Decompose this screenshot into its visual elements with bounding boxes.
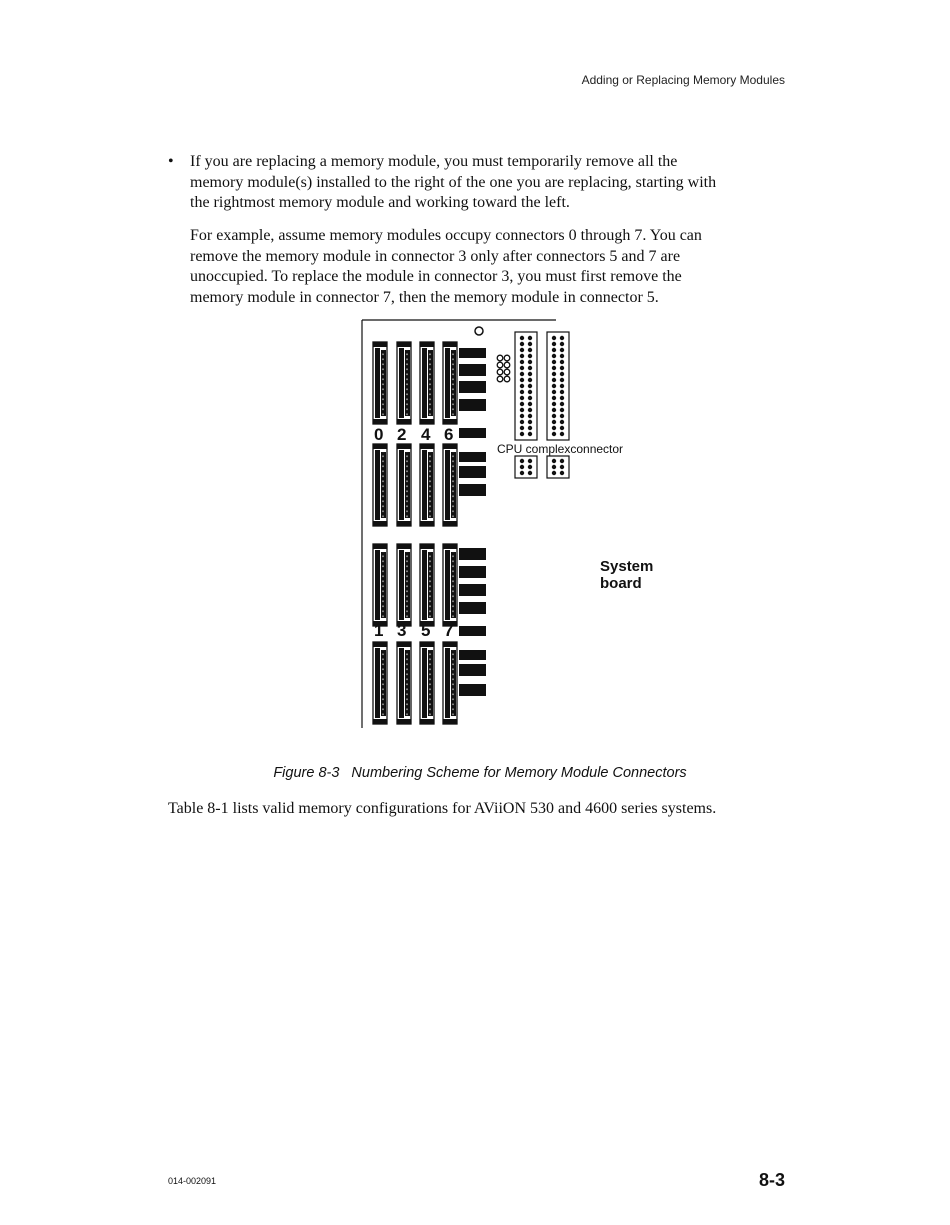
connector-number: 5 [421,621,431,640]
pin-dot [520,402,524,406]
memory-connector-3-upper [397,544,411,626]
pin-dot [560,396,564,400]
pin-dot [552,402,556,406]
retaining-latches [459,348,486,696]
pin-dot [528,354,532,358]
page-number: 8-3 [758,1170,785,1190]
memory-connector-2-upper [397,342,411,424]
memory-connector-5-lower [420,642,434,724]
pin-dot [528,414,532,418]
pin-dot [528,348,532,352]
pin-dot [528,360,532,364]
connector-number: 6 [444,425,454,444]
pin-dot [520,426,524,430]
figure-title: Numbering Scheme for Memory Module Connectors [351,765,687,781]
pin-dot [560,414,564,418]
pin-dot [520,390,524,394]
pin-dot [528,408,532,412]
memory-connector-7-lower [443,642,457,724]
pin-dot [520,432,524,436]
memory-connector-6-lower [443,444,457,526]
table-reference-text: Table 8-1 lists valid memory configurations for AViiON 530 and 4600 series systems. [168,800,717,817]
pin-dot [520,420,524,424]
connector-number: 4 [421,425,431,444]
pin-dot [520,348,524,352]
connector-number: 7 [444,621,454,640]
pin-dot [528,396,532,400]
pin-dot [528,342,532,346]
pin-dot [528,402,532,406]
paragraph-line: memory module in connector 7, then the memory module in connector 5. [190,288,659,306]
pin-dot [560,390,564,394]
pin-dot [520,465,524,469]
pin-dot [528,426,532,430]
pin-dot [560,408,564,412]
paragraph-line: remove the memory module in connector 3 only after connectors 5 and 7 are [190,247,681,265]
cpu-connector-label: CPU complexconnector [497,442,624,456]
pin-dot [520,396,524,400]
pin-dot [552,360,556,364]
pin-dot [520,378,524,382]
pin-dot [552,408,556,412]
pin-dot [552,366,556,370]
pin-dot [528,366,532,370]
pin-dot [552,432,556,436]
pin-dot [560,348,564,352]
figure-caption [160,765,800,781]
pin-dot [560,459,564,463]
pin-dot [560,471,564,475]
pin-dot [520,372,524,376]
connector-number: 3 [397,621,407,640]
bullet-marker: • [168,153,174,170]
pin-dot [560,402,564,406]
memory-connector-6-upper [443,342,457,424]
memory-connector-4-upper [420,342,434,424]
pin-dot [560,426,564,430]
pin-dot [552,336,556,340]
pin-dot [560,372,564,376]
pin-dot [552,372,556,376]
pin-dot [552,390,556,394]
pin-dot [528,471,532,475]
pin-dot [552,348,556,352]
pin-dot [520,414,524,418]
pin-dot [528,336,532,340]
bullet-item [168,152,788,214]
memory-connector-1-upper [373,544,387,626]
pin-dot [552,471,556,475]
pin-dot [560,465,564,469]
pin-dot [552,384,556,388]
system-board-label-line1: System [600,558,654,575]
document-number: 014-002091 [168,1176,217,1186]
memory-connector-2-lower [397,444,411,526]
memory-connector-5-upper [420,544,434,626]
pin-dot [560,336,564,340]
pin-dot [528,420,532,424]
connector-number: 0 [374,425,384,444]
pin-dot [520,408,524,412]
pin-dot [528,390,532,394]
figure-number: Figure 8-3 [273,765,340,781]
pin-dot [552,426,556,430]
running-header: Adding or Replacing Memory Modules [581,73,785,87]
bullet-text [190,152,788,214]
pin-dot [552,378,556,382]
pin-dot [520,459,524,463]
memory-connector-0-upper [373,342,387,424]
pin-dot [560,366,564,370]
memory-connector-3-lower [397,642,411,724]
memory-connector-7-upper [443,544,457,626]
memory-connector-4-lower [420,444,434,526]
pin-dot [560,342,564,346]
pin-dot [560,432,564,436]
pin-dot [560,420,564,424]
pin-dot [528,465,532,469]
pin-dot [552,414,556,418]
pin-dot [528,384,532,388]
example-paragraph [190,226,788,308]
pin-dot [560,354,564,358]
pin-dot [552,396,556,400]
pin-dot [520,366,524,370]
cpu-complex-connector [515,332,569,478]
pin-dot [552,342,556,346]
connector-number: 2 [397,425,407,444]
memory-connector-diagram [360,318,680,730]
memory-connector-figure [360,318,680,730]
pin-dot [528,372,532,376]
bullet-line: If you are replacing a memory module, you must temporarily remove all the [190,153,678,170]
bullet-line: the rightmost memory module and working toward the left. [190,194,570,211]
paragraph-line: unoccupied. To replace the module in connector 3, you must first remove the [190,268,682,285]
pin-dot [552,420,556,424]
bullet-line: memory module(s) installed to the right of the one you are replacing, starting with [190,173,717,191]
pin-dot [520,342,524,346]
pin-dot [552,465,556,469]
pin-dot [552,354,556,358]
jumper-pads [497,355,510,382]
pin-dot [560,360,564,364]
mounting-hole-icon [475,327,483,335]
pin-dot [528,378,532,382]
connector-number: 1 [374,621,384,640]
pin-dot [528,432,532,436]
paragraph-line: For example, assume memory modules occupy connectors 0 through 7. You can [190,227,702,244]
pin-dot [560,384,564,388]
pin-dot [520,354,524,358]
pin-dot [520,360,524,364]
pin-dot [560,378,564,382]
pin-dot [528,459,532,463]
pin-dot [520,471,524,475]
pin-dot [520,384,524,388]
pin-dot [552,459,556,463]
pin-dot [520,336,524,340]
memory-connector-0-lower [373,444,387,526]
connector-numbers-top [374,425,453,444]
system-board-label-line2: board [600,575,642,592]
memory-connector-1-lower [373,642,387,724]
